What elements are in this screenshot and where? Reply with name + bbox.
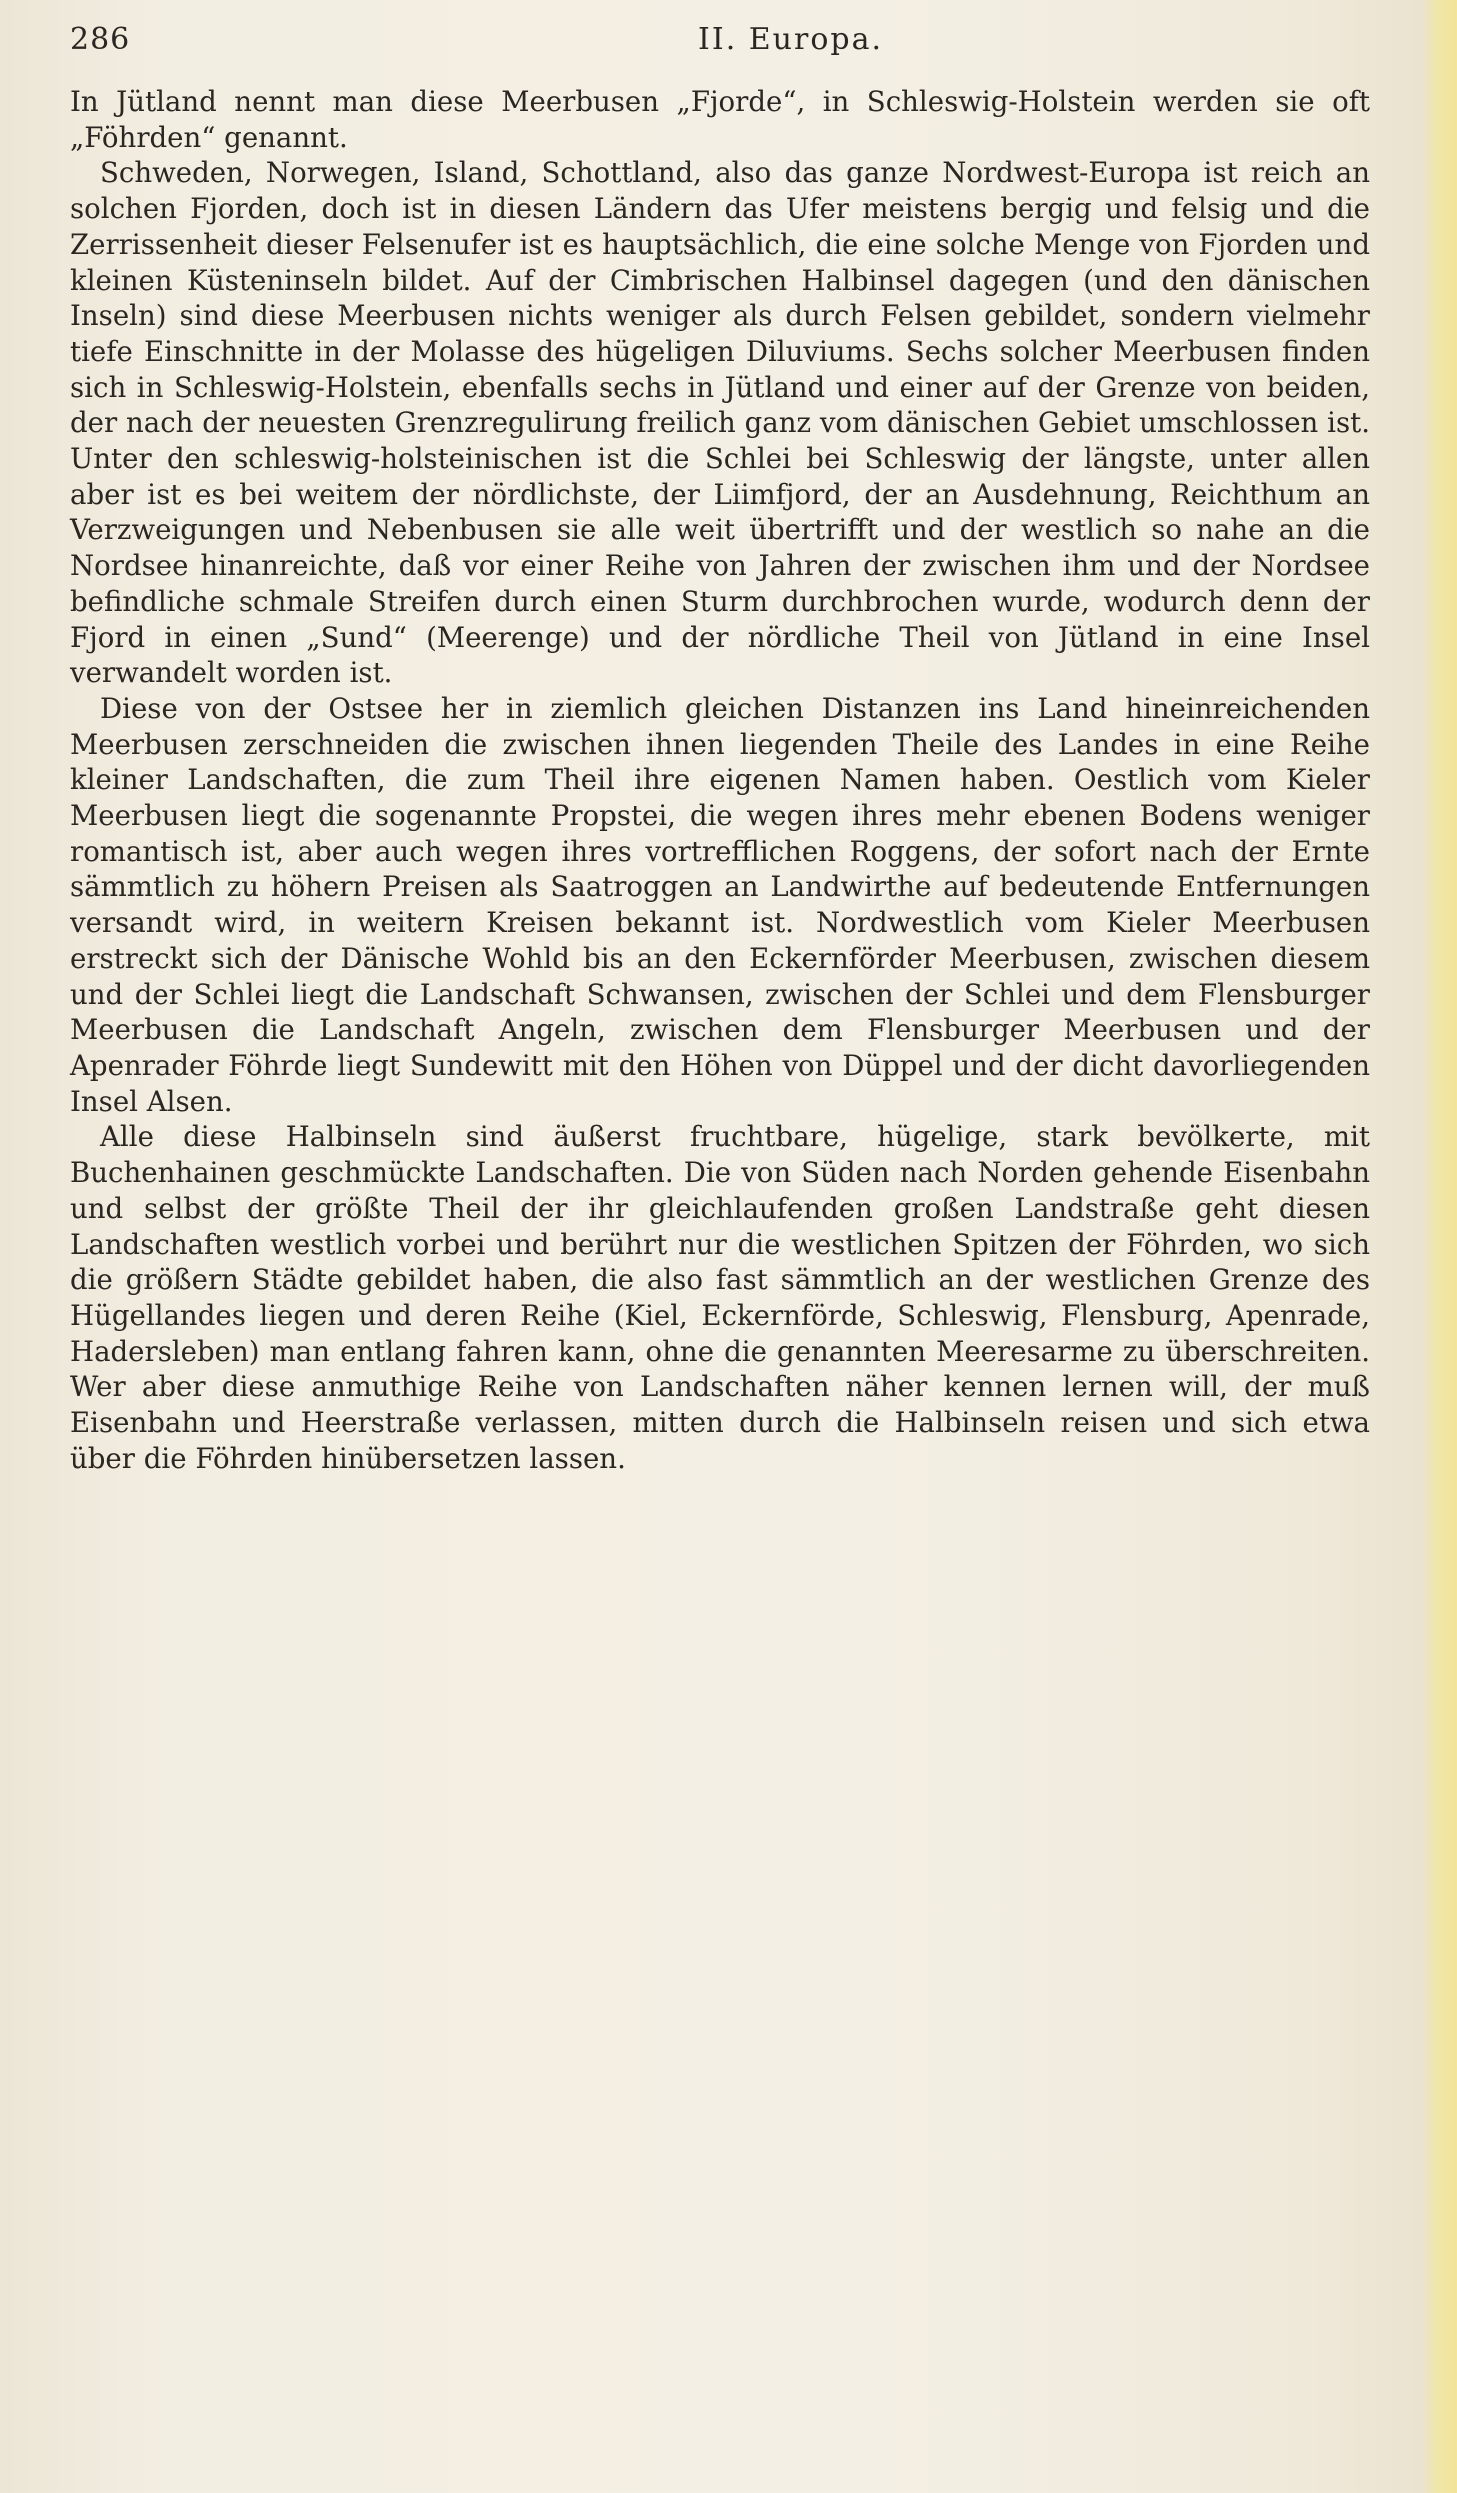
- running-head: II. Europa.: [698, 22, 884, 57]
- body-text: [70, 84, 1370, 1476]
- paragraph: Diese von der Ostsee her in ziemlich gleichen Distanzen ins Land hineinreichenden Meerbusen zerschneiden die zwischen ihnen liegenden Theile des Landes in eine Reihe kleiner Landschaften, die zum Theil ihre eigenen Namen haben. Oestlich vom Kieler Meerbusen liegt die sogenannte Propstei, die wegen ihres mehr ebenen Bodens weniger romantisch ist, aber auch wegen ihres vortrefflichen Roggens, der sofort nach der Ernte sämmtlich zu höhern Preisen als Saatroggen an Landwirthe auf bedeutende Entfernungen versandt wird, in weitern Kreisen bekannt ist. Nordwestlich vom Kieler Meerbusen erstreckt sich der Dänische Wohld bis an den Eckernförder Meerbusen, zwischen diesem und der Schlei liegt die Landschaft Schwansen, zwischen der Schlei und dem Flensburger Meerbusen die Landschaft Angeln, zwischen dem Flensburger Meerbusen und der Apenrader Föhrde liegt Sundewitt mit den Höhen von Düppel und der dicht davorliegenden Insel Alsen.: [70, 691, 1370, 1118]
- page-header: [70, 22, 1370, 62]
- paragraph: In Jütland nennt man diese Meerbusen „Fjorde“, in Schleswig-Holstein werden sie oft „Föhrden“ genannt.: [70, 85, 1370, 154]
- paragraph: Alle diese Halbinseln sind äußerst fruchtbare, hügelige, stark bevölkerte, mit Buchenhainen geschmückte Landschaften. Die von Süden nach Norden gehende Eisenbahn und selbst der größte Theil der ihr gleichlaufenden großen Landstraße geht diesen Landschaften westlich vorbei und berührt nur die westlichen Spitzen der Föhrden, wo sich die größern Städte gebildet haben, die also fast sämmtlich an der westlichen Grenze des Hügellandes liegen und deren Reihe (Kiel, Eckernförde, Schleswig, Flensburg, Apenrade, Hadersleben) man entlang fahren kann, ohne die genannten Meeresarme zu überschreiten. Wer aber diese anmuthige Reihe von Landschaften näher kennen lernen will, der muß Eisenbahn und Heerstraße verlassen, mitten durch die Halbinseln reisen und sich etwa über die Föhrden hinübersetzen lassen.: [70, 1120, 1370, 1475]
- page-edge: [1421, 0, 1457, 2493]
- paragraph: Schweden, Norwegen, Island, Schottland, also das ganze Nordwest-Europa ist reich an solchen Fjorden, doch ist in diesen Ländern das Ufer meistens bergig und felsig und die Zerrissenheit dieser Felsenufer ist es hauptsächlich, die eine solche Menge von Fjorden und kleinen Küsteninseln bildet. Auf der Cimbrischen Halbinsel dagegen (und den dänischen Inseln) sind diese Meerbusen nichts weniger als durch Felsen gebildet, sondern vielmehr tiefe Einschnitte in der Molasse des hügeligen Diluviums. Sechs solcher Meerbusen finden sich in Schleswig-Holstein, ebenfalls sechs in Jütland und einer auf der Grenze von beiden, der nach der neuesten Grenzregulirung freilich ganz vom dänischen Gebiet umschlossen ist. Unter den schleswig-holsteinischen ist die Schlei bei Schleswig der längste, unter allen aber ist es bei weitem der nördlichste, der Liimfjord, der an Ausdehnung, Reichthum an Verzweigungen und Nebenbusen sie alle weit übertrifft und der westlich so nahe an die Nordsee hinanreichte, daß vor einer Reihe von Jahren der zwischen ihm und der Nordsee befindliche schmale Streifen durch einen Sturm durchbrochen wurde, wodurch denn der Fjord in einen „Sund“ (Meerenge) und der nördliche Theil von Jütland in eine Insel verwandelt worden ist.: [70, 156, 1370, 690]
- page-number: 286: [70, 22, 131, 57]
